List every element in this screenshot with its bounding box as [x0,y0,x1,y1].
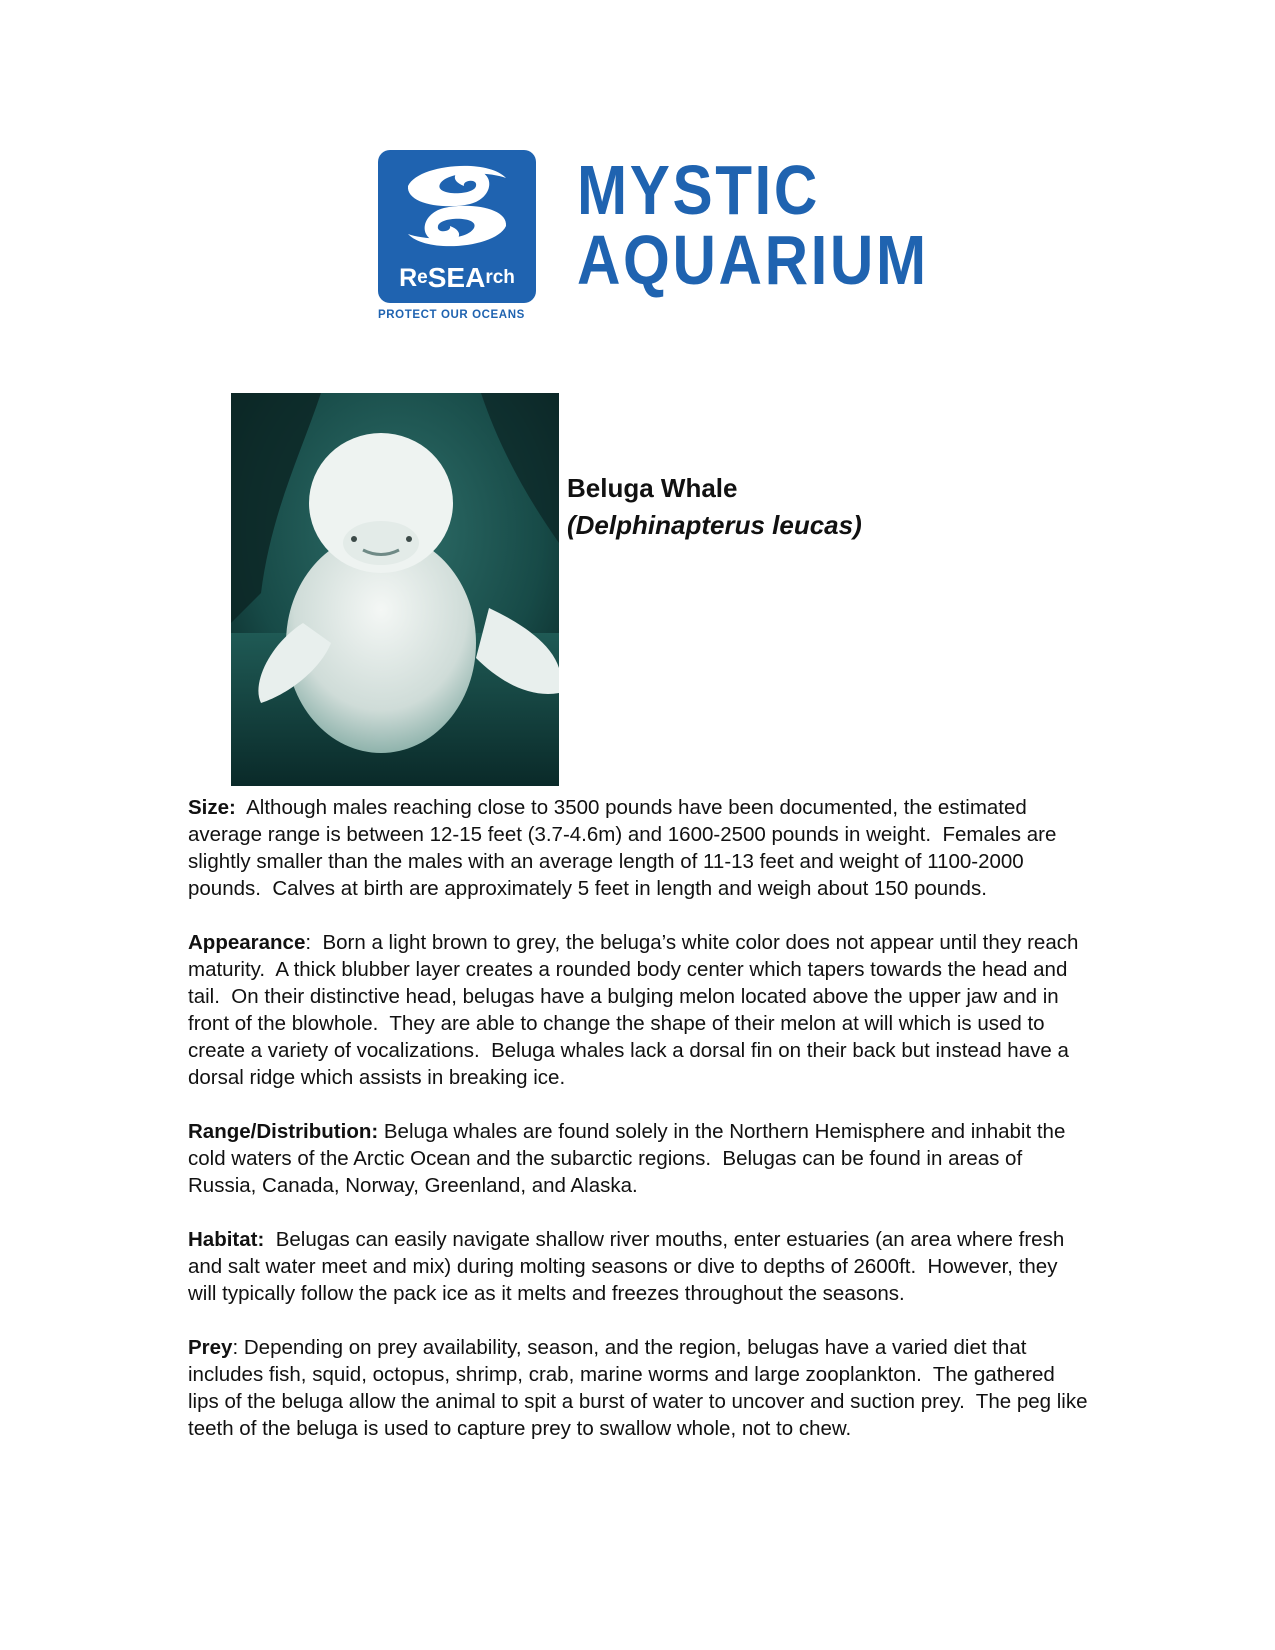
common-name: Beluga Whale [567,473,738,503]
research-wordmark [378,258,536,298]
logo-name-line-2: AQUARIUM [577,221,929,299]
section-habitat [188,1226,1088,1307]
section-label: Habitat: [188,1228,265,1251]
section-label: Size: [188,796,236,819]
section-appearance [188,929,1088,1091]
research-sea: SEA [427,262,486,293]
scientific-name: (Delphinapterus leucas) [567,510,862,540]
fact-sheet-body [188,794,1094,1469]
logo-tagline: PROTECT OUR OCEANS [378,309,525,321]
research-letter-r: R [399,263,418,292]
section-text: Belugas can easily navigate shallow river mouths, enter estuaries (an area where fresh and salt water meet and mix) during molting seasons or dive to depths of 2600ft. However, they will typically follow the pack ice as it melts and freezes throughout the seasons. [188,1228,1070,1305]
section-text: Beluga whales are found solely in the Northern Hemisphere and inhabit the cold waters of the Arctic Ocean and the subarctic regions. Belugas can be found in areas of Russia, Canada, Norway, Greenland, and Alaska. [188,1120,1072,1197]
section-range-distribution [188,1118,1088,1199]
section-text: : Born a light brown to grey, the beluga’s white color does not appear until they reach maturity. A thick blubber layer creates a rounded body center which tapers towards the head and tail. On their distinctive head, belugas have a bulging melon located above the upper jaw and in front of the blowhole. They are able to change the shape of their melon at will which is used to create a variety of vocalizations. Beluga whales lack a dorsal fin on their back but instead have a dorsal ridge which assists in breaking ice. [188,931,1085,1089]
section-label: Appearance [188,931,306,954]
beluga-whale-photo [231,393,559,786]
wave-swirl-icon [378,150,536,260]
species-title [567,470,862,544]
section-label: Prey [188,1336,233,1359]
research-rch: rch [485,267,515,288]
section-text: : Depending on prey availability, season, and the region, belugas have a varied diet that includes fish, squid, octopus, shrimp, crab, marine worms and large zooplankton. The gathered lips of the beluga allow the animal to spit a burst of water to uncover and suction prey. The peg like teeth of the beluga is used to capture prey to swallow whole, not to chew. [188,1336,1094,1440]
research-letter-e: e [417,267,428,288]
section-text: Although males reaching close to 3500 pounds have been documented, the estimated average range is between 12-15 feet (3.7-4.6m) and 1600-2500 pounds in weight. Females are slightly smaller than the males with an average length of 11-13 feet and weight of 1100-2000 pounds. Calves at birth are approximately 5 feet in length and weigh about 150 pounds. [188,796,1063,900]
mystic-aquarium-wordmark [577,151,929,299]
section-prey [188,1334,1094,1442]
section-size [188,794,1088,902]
logo-name-line-1: MYSTIC [577,151,820,229]
section-label: Range/Distribution: [188,1120,379,1143]
